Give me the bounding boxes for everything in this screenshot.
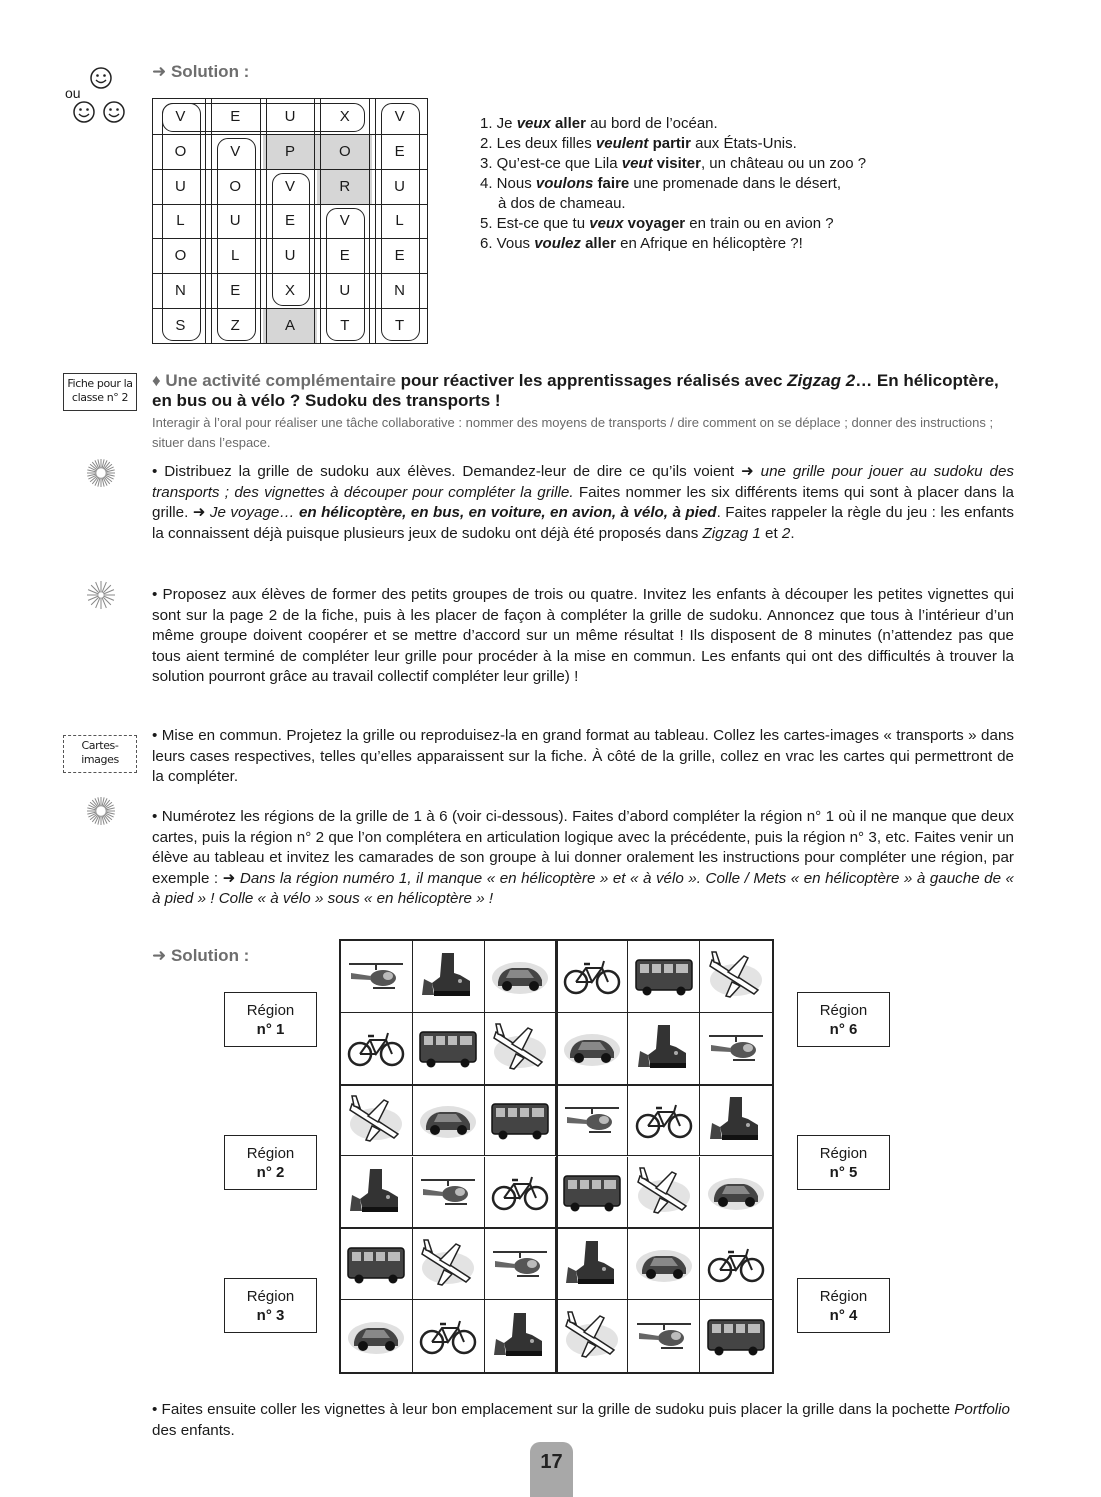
helicopter-icon: [561, 1098, 623, 1142]
sentence-list: [480, 114, 950, 254]
word-grid-cell: Z: [230, 317, 240, 335]
text-run: Je voyage…: [209, 504, 299, 521]
word-grid-cell: T: [340, 317, 350, 335]
sentence: [480, 114, 950, 134]
foot-icon: [636, 1023, 692, 1073]
sudoku-cell: [341, 1085, 413, 1157]
final-paragraph: [152, 1399, 1014, 1441]
fiche-tag-line: Fiche pour la: [67, 377, 133, 390]
word-loop: [272, 173, 311, 306]
region-divider: [556, 941, 558, 1372]
car-icon: [706, 1172, 766, 1212]
word-grid-cell: U: [394, 177, 405, 195]
cartes-tag-line: Cartes-: [81, 739, 119, 752]
activity-title-em: Zigzag 2: [787, 371, 856, 390]
sudoku-cell: [413, 1300, 485, 1372]
activity-title-part: … En hélicoptère, en bus ou à vélo ? Sudoku des transports !: [152, 371, 999, 410]
helicopter-icon: [705, 1026, 767, 1070]
sudoku-cell: [557, 1085, 629, 1157]
foot-icon: [564, 1239, 620, 1289]
grid-line: [211, 99, 212, 343]
sentence-part: 4. Nous: [480, 175, 536, 192]
sudoku-cell: [485, 1157, 557, 1229]
plane-icon: [346, 1094, 406, 1146]
text-run: Zigzag 1: [702, 524, 761, 542]
bike-icon: [346, 1028, 406, 1068]
sudoku-cell: [557, 1300, 629, 1372]
grid-line: [260, 99, 261, 343]
solution-label: ➜ Solution :: [152, 946, 250, 965]
sentence-part: en train ou en avion ?: [685, 215, 834, 232]
sudoku-cell: [341, 1157, 413, 1229]
sentence-part: 6. Vous: [480, 235, 535, 252]
sudoku-cell: [341, 941, 413, 1013]
sudoku-cell: [485, 941, 557, 1013]
word-grid-cell: N: [394, 282, 405, 300]
bus-icon: [633, 954, 695, 998]
word-grid: [152, 98, 428, 344]
text-run: • Numérotez les régions de la grille de 1 à 6 (voir ci-dessous). Faites d’abord compléter la région n° 1 où il ne manque que deux cartes, puis la région n° 2 que l’on complétera en articulation logique avec la précédente, puis la région n° 3, etc. Faites venir un élève au tableau et invitez les camarades de son groupe à lui donner oralement les instructions pour compléter une région, par exemple : ➜: [152, 808, 1014, 887]
text-run: Dans la région numéro 1, il manque « en hélicoptère » et « à vélo ». Colle / Mets « en hélicoptère » à gauche de « à pied » ! Colle « à vélo » sous « en hélicoptère » !: [152, 869, 1015, 907]
snowflake-icon: [86, 580, 116, 610]
bike-icon: [562, 956, 622, 996]
car-icon: [634, 1244, 694, 1284]
car-icon: [562, 1028, 622, 1068]
sentence-part: veux: [516, 115, 551, 132]
sentence: [480, 154, 950, 174]
paragraph-1: [152, 462, 1014, 544]
word-grid-cell: R: [317, 169, 372, 204]
word-grid-cell: V: [230, 142, 241, 160]
region-word: Région: [246, 1288, 295, 1305]
word-grid-cell: N: [174, 282, 186, 300]
text-run: . Faites rappeler la règle du jeu : les enfants la connaissent déjà puisque plusieurs jeux de sudoku ont déjà été proposés dans: [152, 504, 1014, 542]
sentence-part: veulent: [595, 135, 649, 152]
text-run: des enfants.: [152, 1422, 235, 1439]
sudoku-cell: [485, 1085, 557, 1157]
sudoku-cell: [700, 1157, 772, 1229]
plane-icon: [490, 1022, 550, 1074]
sentence-part: partir: [648, 135, 691, 152]
region-label: [224, 1278, 317, 1333]
sentence-part: faire: [593, 175, 630, 192]
word-grid-cell: U: [284, 247, 296, 265]
solution-label: ➜ Solution :: [152, 62, 250, 81]
word-grid-cell: E: [284, 212, 295, 230]
sudoku-grid: [339, 939, 774, 1374]
word-grid-cell: U: [229, 212, 241, 230]
region-label: [224, 1135, 317, 1190]
grid-line: [375, 99, 376, 343]
sudoku-cell: [341, 1013, 413, 1085]
word-grid-cell: L: [231, 247, 240, 265]
region-number: n° 1: [256, 1021, 285, 1038]
activity-bullet: ♦ Une activité complémentaire: [152, 371, 396, 390]
foot-icon: [492, 1311, 548, 1361]
region-label: [797, 1135, 890, 1190]
bike-icon: [634, 1100, 694, 1140]
word-grid-cell: X: [339, 107, 350, 125]
word-grid-cell: E: [339, 247, 350, 265]
word-grid-cell: E: [394, 142, 405, 160]
text-run: • Faites ensuite coller les vignettes à leur bon emplacement sur la grille de sudoku puis placer la grille dans la pochette: [152, 1401, 955, 1418]
text-run: Faites nommer les six différents items qui sont à placer dans la grille. ➜: [152, 483, 1014, 521]
region-label: [797, 1278, 890, 1333]
sudoku-cell: [413, 1013, 485, 1085]
region-label: [797, 992, 890, 1047]
bus-icon: [345, 1242, 407, 1286]
plane-icon: [562, 1310, 622, 1362]
region-number: n° 5: [829, 1164, 858, 1181]
region-number: n° 3: [256, 1307, 285, 1324]
sentence-part: voulons: [535, 175, 594, 192]
sentence-part: , un château ou un zoo ?: [700, 155, 867, 172]
bus-icon: [705, 1314, 767, 1358]
word-grid-cell: E: [230, 107, 241, 125]
word-grid-cell: U: [339, 282, 351, 300]
sudoku-cell: [341, 1228, 413, 1300]
grid-line: [266, 99, 267, 343]
sun-icon: [86, 796, 116, 826]
word-grid-cell: A: [263, 308, 318, 343]
grid-line: [320, 99, 321, 343]
sentence-part: en Afrique en hélicoptère ?!: [615, 235, 803, 252]
sudoku-cell: [557, 941, 629, 1013]
plane-icon: [634, 1166, 694, 1218]
word-grid-cell: V: [175, 107, 186, 125]
word-loop: [381, 103, 420, 341]
cartes-tag-line: images: [81, 753, 119, 766]
sudoku-cell: [700, 1300, 772, 1372]
sentence-part: au bord de l’océan.: [585, 115, 718, 132]
word-grid-cell: V: [394, 107, 405, 125]
sentence-part: aller: [580, 235, 616, 252]
bike-icon: [418, 1316, 478, 1356]
sentence-part: aller: [550, 115, 586, 132]
bike-icon: [490, 1172, 550, 1212]
smiley-icon: [89, 66, 113, 90]
sentence-part: 1. Je: [480, 115, 517, 132]
sentence-part: voyager: [623, 215, 686, 232]
fiche-tag-line: classe n° 2: [71, 391, 129, 404]
car-icon: [346, 1316, 406, 1356]
word-grid-cell: P: [263, 134, 318, 169]
helicopter-icon: [345, 954, 407, 998]
car-icon: [418, 1100, 478, 1140]
sentence: [480, 134, 950, 154]
region-word: Région: [246, 1002, 295, 1019]
ou-label: ou: [65, 85, 81, 101]
sentence-part: voulez: [534, 235, 581, 252]
region-word: Région: [246, 1145, 295, 1162]
sudoku-cell: [485, 1228, 557, 1300]
sudoku-cell: [485, 1300, 557, 1372]
word-grid-cell: U: [284, 107, 296, 125]
sudoku-cell: [700, 1228, 772, 1300]
activity-subtitle: Interagir à l’oral pour réaliser une tâche collaborative : nommer des moyens de transports / dire comment on se déplace ; donner des instructions ; situer dans l’espace.: [152, 415, 994, 450]
sentence-part: 2. Les deux filles: [480, 135, 596, 152]
sentence-part: 5. Est-ce que tu: [480, 215, 590, 232]
helicopter-icon: [417, 1170, 479, 1214]
sentence-part: 3. Qu’est-ce que Lila: [480, 155, 622, 172]
text-run: en hélicoptère, en bus, en voiture, en avion, à vélo, à pied: [298, 504, 717, 521]
grid-line: [369, 99, 370, 343]
bike-icon: [706, 1244, 766, 1284]
foot-icon: [348, 1167, 404, 1217]
paragraph-2: • Proposez aux élèves de former des petits groupes de trois ou quatre. Invitez les enfants à découper les petites vignettes qui sont sur la page 2 de la fiche, puis à les placer de façon à compléter la grille de sudoku. Annoncez que tous à l’intérieur d’un même groupe doivent coopérer et se mettre d’accord sur un même résultat ! Ils disposent de 8 minutes (n’attendez pas que tous aient terminé de compléter leur grille pour procéder à la mise en commun. Les enfants qui ont des difficultés à trouver la solution pourront grâce au travail collectif compléter leur grille) !: [152, 586, 1014, 685]
sun-icon: [86, 458, 116, 488]
sentence-part: veux: [589, 215, 624, 232]
word-grid-cell: X: [284, 282, 295, 300]
sudoku-cell: [557, 1157, 629, 1229]
foot-icon: [420, 951, 476, 1001]
sudoku-cell: [628, 1013, 700, 1085]
text-run: • Distribuez la grille de sudoku aux élèves. Demandez-leur de dire ce qu’ils voient ➜: [152, 463, 761, 480]
sentence-part: veut: [621, 155, 653, 172]
sentence-part: visiter: [652, 155, 701, 172]
cartes-images-tag: [63, 735, 137, 773]
smiley-icon: [102, 100, 126, 124]
text-run: une grille pour jouer au sudoku des transports ; des vignettes à découper pour compléter la grille.: [152, 463, 1014, 501]
solution-heading: [152, 62, 249, 82]
word-loop: [326, 208, 365, 341]
word-grid-cell: O: [174, 142, 187, 160]
region-word: Région: [819, 1145, 868, 1162]
word-grid-cell: U: [174, 177, 186, 195]
word-grid-cell: V: [284, 177, 295, 195]
grid-line: [205, 99, 206, 343]
word-grid-cell: L: [395, 212, 404, 230]
bus-icon: [561, 1170, 623, 1214]
fiche-tag: [63, 373, 137, 411]
word-grid-cell: E: [230, 282, 241, 300]
word-grid-cell: O: [174, 247, 187, 265]
sudoku-cell: [628, 1085, 700, 1157]
region-number: n° 6: [829, 1021, 858, 1038]
sudoku-cell: [341, 1300, 413, 1372]
word-grid-cell: O: [317, 134, 372, 169]
region-label: [224, 992, 317, 1047]
region-number: n° 2: [256, 1164, 285, 1181]
sudoku-cell: [413, 1228, 485, 1300]
sentence: [480, 214, 950, 234]
sudoku-cell: [557, 1013, 629, 1085]
sudoku-cell: [628, 941, 700, 1013]
region-word: Région: [819, 1002, 868, 1019]
word-grid-cell: V: [339, 212, 350, 230]
text-run: .: [790, 524, 795, 542]
sentence-part: une promenade dans le désert,: [629, 175, 842, 192]
word-grid-cell: S: [175, 317, 186, 335]
word-loop: [162, 103, 201, 341]
sentence-part: aux États-Unis.: [690, 135, 797, 152]
sudoku-cell: [557, 1228, 629, 1300]
word-grid-cell: L: [176, 212, 185, 230]
activity-title-part: pour réactiver les apprentissages réalisés avec: [395, 371, 788, 390]
solution-heading-2: [152, 946, 249, 966]
sentence-continuation: à dos de chameau.: [498, 195, 626, 212]
sudoku-cell: [628, 1300, 700, 1372]
word-loop: [162, 103, 365, 132]
page-number: 17: [530, 1442, 573, 1497]
sudoku-cell: [628, 1228, 700, 1300]
sudoku-cell: [700, 1085, 772, 1157]
bus-icon: [417, 1026, 479, 1070]
region-word: Région: [819, 1288, 868, 1305]
word-grid-cell: O: [229, 177, 242, 195]
word-grid-cell: E: [394, 247, 405, 265]
sentence: [480, 174, 950, 194]
region-number: n° 4: [829, 1307, 858, 1324]
smiley-icon: [72, 100, 96, 124]
paragraph-4: [152, 807, 1014, 910]
foot-icon: [708, 1095, 764, 1145]
text-run: et: [760, 524, 782, 542]
text-run: 2: [781, 524, 791, 542]
word-loop: [217, 138, 256, 341]
activity-title: [152, 371, 1022, 411]
grid-line: [314, 99, 315, 343]
sudoku-cell: [485, 1013, 557, 1085]
helicopter-icon: [633, 1314, 695, 1358]
sudoku-cell: [413, 1085, 485, 1157]
plane-icon: [706, 950, 766, 1002]
sudoku-cell: [628, 1157, 700, 1229]
car-icon: [490, 956, 550, 996]
sudoku-cell: [413, 1157, 485, 1229]
helicopter-icon: [489, 1242, 551, 1286]
plane-icon: [418, 1238, 478, 1290]
paragraph-3: • Mise en commun. Projetez la grille ou reproduisez-la en grand format au tableau. Collez les cartes-images « transports » dans leurs cases respectives, telles qu’elles apparaissent sur la fiche. À côté de la grille, collez en vrac les cartes qui permettront de la compléter.: [152, 727, 1014, 785]
text-run: Portfolio: [954, 1401, 1010, 1418]
smiley-rating: [62, 66, 132, 136]
sudoku-cell: [700, 941, 772, 1013]
sudoku-cell: [700, 1013, 772, 1085]
sudoku-cell: [413, 941, 485, 1013]
bus-icon: [489, 1098, 551, 1142]
sentence: [480, 234, 950, 254]
word-grid-cell: T: [395, 317, 405, 335]
